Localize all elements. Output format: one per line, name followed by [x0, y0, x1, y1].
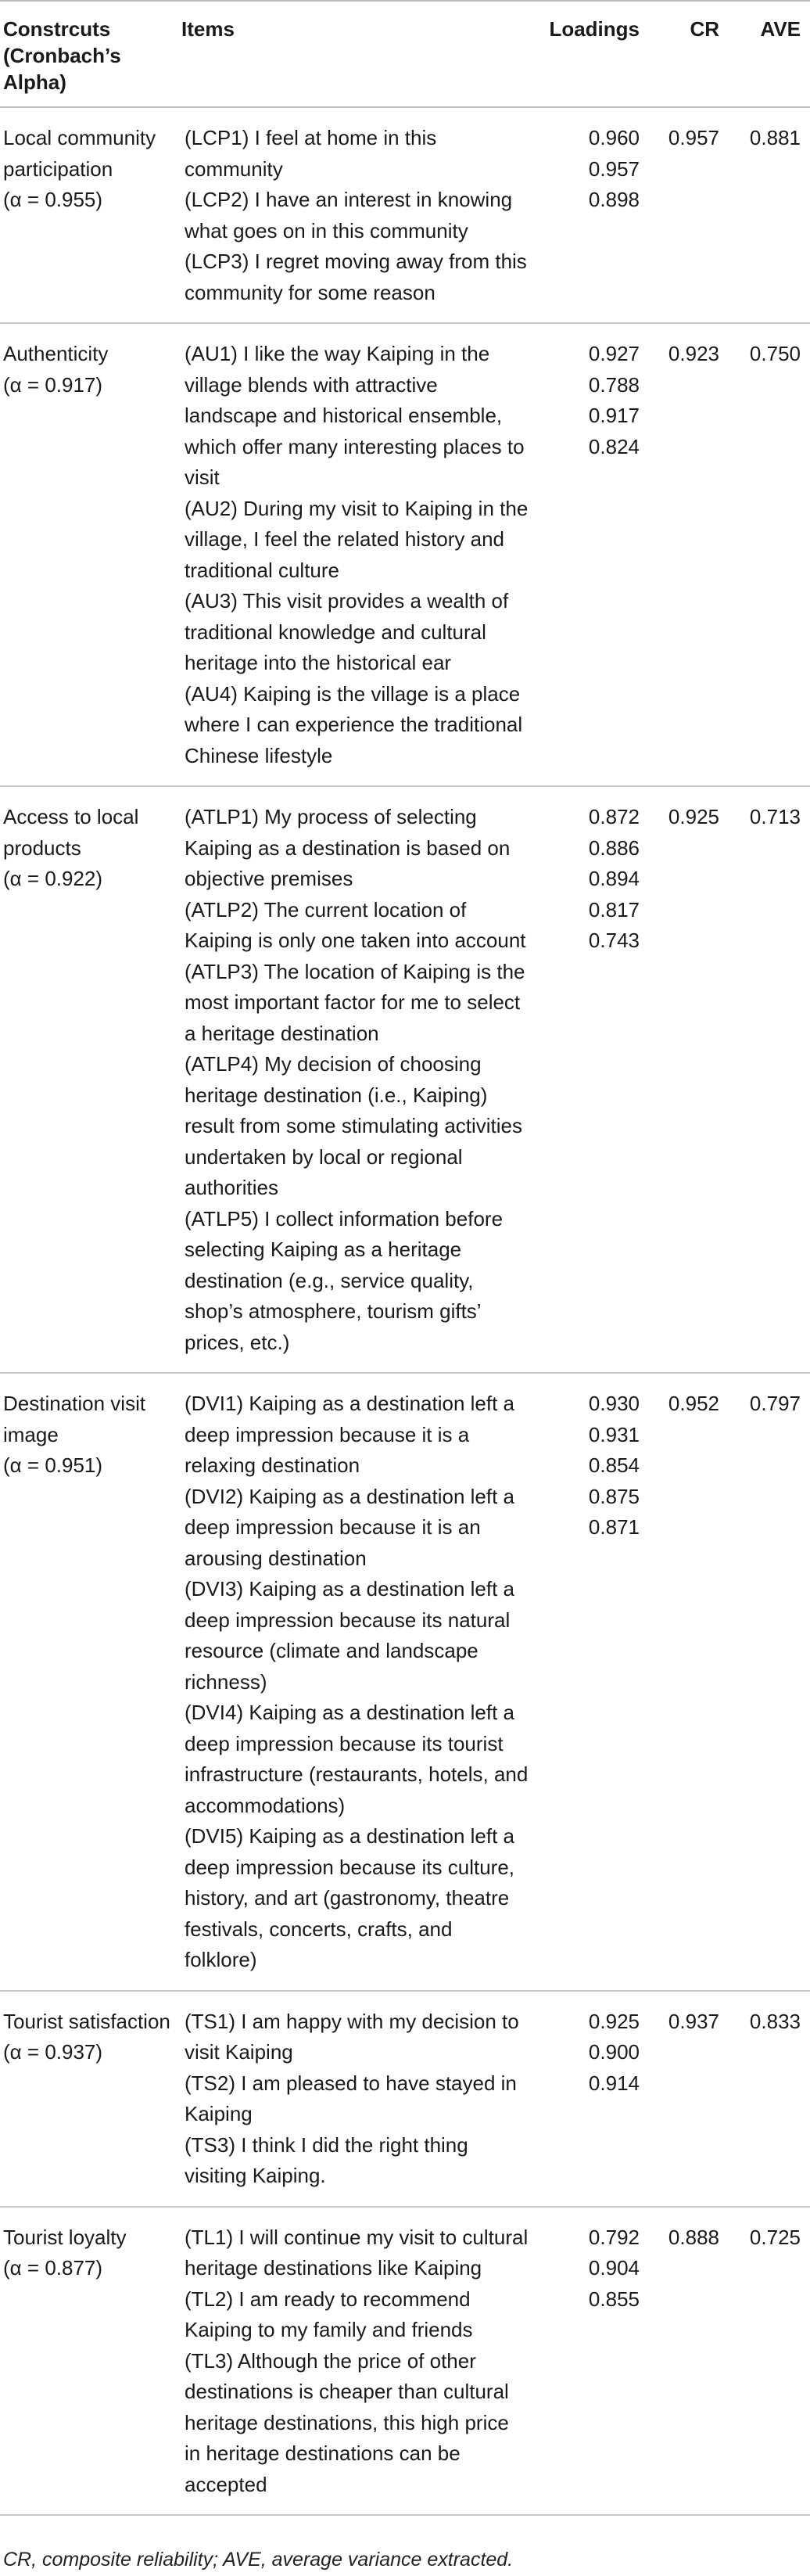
items-cell [178, 323, 541, 786]
construct-cell [0, 786, 178, 1373]
loadings-cell [541, 107, 649, 323]
header-ave: AVE [760, 17, 801, 41]
loading-value: 0.927 [588, 342, 640, 365]
items-cell [178, 107, 541, 323]
items-cell [178, 1991, 541, 2207]
construct-alpha: (α = 0.922) [3, 867, 103, 890]
header-cr: CR [690, 17, 719, 41]
item-text: (DVI5) Kaiping as a destination left a deep impression because its culture, history, and art (gastronomy, theatre festivals, concerts, crafts, and folklore) [185, 1824, 515, 1971]
table-row [0, 2207, 810, 2516]
item-text: (TS2) I am pleased to have stayed in Kaiping [185, 2071, 517, 2125]
loading-value: 0.788 [588, 372, 640, 397]
construct-cell [0, 1991, 178, 2207]
item-text: (DVI3) Kaiping as a destination left a deep impression because its natural resource (climate and landscape richness) [185, 1577, 515, 1694]
construct-cell [0, 1373, 178, 1991]
loading-value: 0.898 [588, 188, 640, 211]
item-text: (ATLP5) I collect information before selecting Kaiping as a heritage destination (e.g., service quality, shop’s atmosphere, tourism gifts’ prices, etc.) [185, 1206, 504, 1354]
loading-value: 0.917 [588, 404, 640, 427]
item-text: (DVI1) Kaiping as a destination left a deep impression because it is a relaxing destination [185, 1392, 515, 1477]
construct-name: Tourist satisfaction [3, 2009, 170, 2033]
loading-value: 0.957 [588, 156, 640, 181]
construct-name: Destination visit image [3, 1392, 146, 1446]
construct-alpha: (α = 0.937) [3, 2040, 103, 2064]
item-text: (DVI2) Kaiping as a destination left a deep impression because it is an arousing destination [185, 1484, 515, 1570]
loading-value: 0.817 [588, 897, 640, 922]
table-footnote: CR, composite reliability; AVE, average variance extracted. [3, 2549, 514, 2571]
construct-name: Tourist loyalty [3, 2225, 127, 2249]
loadings-cell [541, 323, 649, 786]
ave-cell: 0.833 [749, 2009, 801, 2033]
item-text: (TS3) I think I did the right thing visiting Kaiping. [185, 2132, 468, 2187]
cr-cell: 0.937 [668, 2009, 719, 2033]
construct-cell [0, 323, 178, 786]
construct-cell [0, 2207, 178, 2516]
loading-value: 0.855 [588, 2287, 640, 2311]
item-text: (AU2) During my visit to Kaiping in the village, I feel the related history and traditional culture [185, 496, 529, 582]
item-text: (TL2) I am ready to recommend Kaiping to my family and friends [185, 2287, 473, 2341]
loading-value: 0.792 [588, 2225, 640, 2249]
ave-cell: 0.750 [749, 342, 801, 365]
loading-value: 0.960 [588, 126, 640, 149]
table-row [0, 107, 810, 323]
item-text: (ATLP3) The location of Kaiping is the most important factor for me to select a heritage destination [185, 959, 525, 1045]
items-cell [178, 786, 541, 1373]
loadings-cell [541, 1991, 649, 2207]
header-items: Items [181, 17, 235, 41]
ave-cell: 0.713 [749, 805, 801, 828]
construct-alpha: (α = 0.917) [3, 372, 103, 397]
table-header [0, 1, 810, 107]
table-row [0, 786, 810, 1373]
item-text: (ATLP4) My decision of choosing heritage destination (i.e., Kaiping) result from some stimulating activities undertaken by local or regional authorities [185, 1052, 523, 1199]
loadings-cell [541, 1373, 649, 1991]
loadings-cell [541, 2207, 649, 2516]
construct-name: Authenticity [3, 342, 109, 365]
ave-cell: 0.797 [749, 1392, 801, 1415]
item-text: (AU4) Kaiping is the village is a place where I can experience the traditional Chinese lifestyle [185, 681, 523, 767]
cr-cell: 0.952 [668, 1392, 719, 1415]
item-text: (AU3) This visit provides a wealth of traditional knowledge and cultural heritage into the historical ear [185, 589, 509, 674]
loading-value: 0.886 [588, 835, 640, 860]
loading-value: 0.930 [588, 1392, 640, 1415]
header-construct: Constrcuts (Cronbach’s Alpha) [3, 17, 121, 94]
ave-cell: 0.881 [749, 126, 801, 149]
item-text: (LCP2) I have an interest in knowing what goes on in this community [185, 188, 513, 243]
table-row [0, 1991, 810, 2207]
header-row [0, 1, 810, 107]
table-row [0, 323, 810, 786]
cr-cell: 0.957 [668, 126, 719, 149]
cr-cell: 0.925 [668, 805, 719, 828]
table-row [0, 1373, 810, 1991]
loading-value: 0.904 [588, 2256, 640, 2280]
loading-value: 0.871 [588, 1515, 640, 1539]
loading-value: 0.894 [588, 867, 640, 890]
item-text: (TL1) I will continue my visit to cultural heritage destinations like Kaiping [185, 2225, 529, 2280]
loading-value: 0.900 [588, 2040, 640, 2064]
construct-name: Local community participation [3, 126, 156, 181]
loading-value: 0.854 [588, 1453, 640, 1477]
item-text: (ATLP1) My process of selecting Kaiping as a destination is based on objective premises [185, 805, 511, 890]
item-text: (DVI4) Kaiping as a destination left a deep impression because its tourist infrastructure (restaurants, hotels, and accommodations) [185, 1701, 529, 1817]
items-cell [178, 1373, 541, 1991]
table-body [0, 107, 810, 2515]
loading-value: 0.743 [588, 929, 640, 952]
loading-value: 0.875 [588, 1484, 640, 1508]
cr-cell: 0.888 [668, 2225, 719, 2249]
loading-value: 0.925 [588, 2009, 640, 2033]
cr-cell: 0.923 [668, 342, 719, 365]
loading-value: 0.824 [588, 434, 640, 458]
construct-alpha: (α = 0.955) [3, 188, 103, 211]
ave-cell: 0.725 [749, 2225, 801, 2249]
item-text: (TL3) Although the price of other destinations is cheaper than cultural heritage destinations, this high price in heritage destinations can be accepted [185, 2348, 509, 2496]
items-cell [178, 2207, 541, 2516]
construct-name: Access to local products [3, 805, 139, 860]
header-loadings: Loadings [549, 17, 640, 41]
construct-cell [0, 107, 178, 323]
loading-value: 0.931 [588, 1422, 640, 1446]
construct-alpha: (α = 0.951) [3, 1453, 103, 1477]
item-text: (ATLP2) The current location of Kaiping is only one taken into account [185, 897, 526, 952]
item-text: (TS1) I am happy with my decision to visit Kaiping [185, 2009, 519, 2064]
item-text: (LCP3) I regret moving away from this community for some reason [185, 250, 527, 304]
loadings-cell [541, 786, 649, 1373]
construct-alpha: (α = 0.877) [3, 2256, 103, 2280]
item-text: (AU1) I like the way Kaiping in the village blends with attractive landscape and historical ensemble, which offer many interesting places to visit [185, 342, 525, 489]
item-text: (LCP1) I feel at home in this community [185, 126, 437, 181]
loading-value: 0.872 [588, 805, 640, 828]
loading-value: 0.914 [588, 2071, 640, 2095]
